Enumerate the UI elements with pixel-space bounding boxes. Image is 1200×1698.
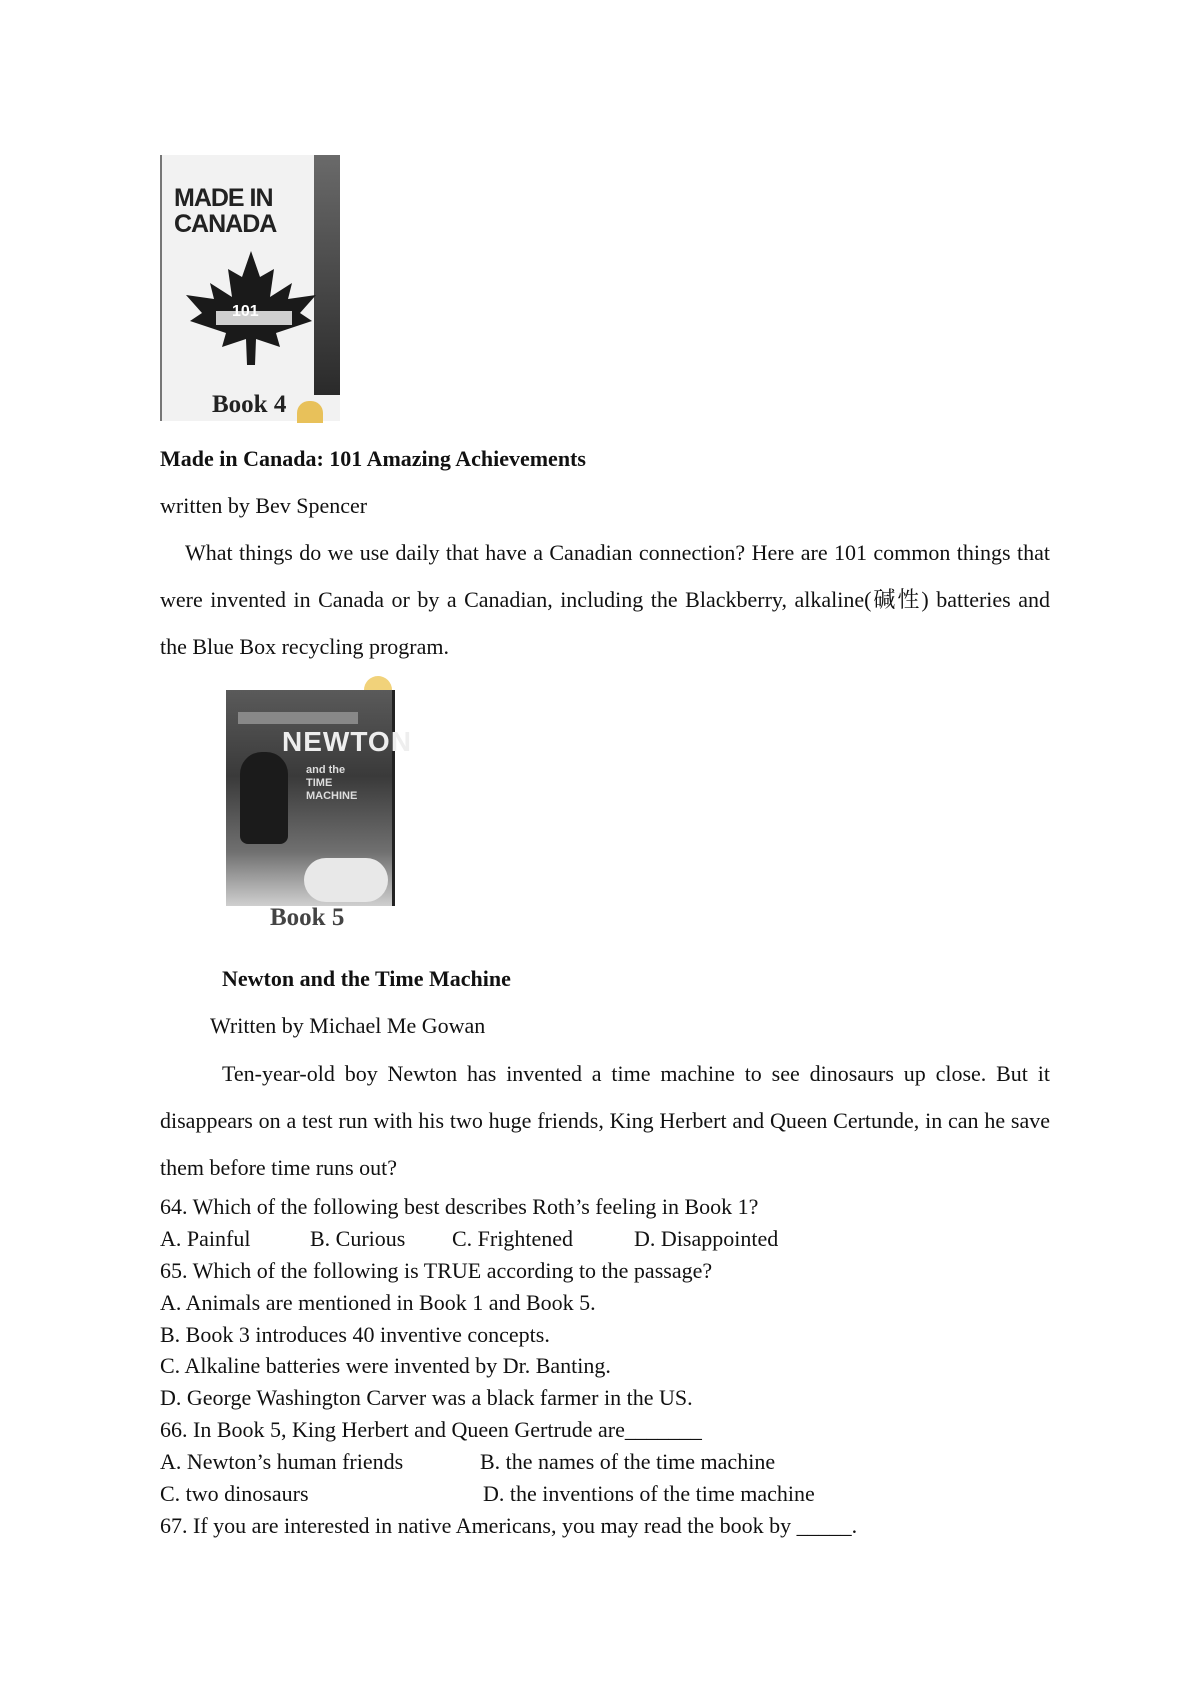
q64-option-d: D. Disappointed — [634, 1226, 779, 1251]
book4-cover-image — [160, 155, 340, 421]
question-65: 65. Which of the following is TRUE according to the passage? — [160, 1258, 713, 1283]
cover5-subtitle-line3: MACHINE — [306, 790, 358, 802]
book4-author: written by Bev Spencer — [160, 493, 368, 518]
cover5-title: NEWTON — [282, 726, 412, 757]
cover4-title — [174, 185, 276, 237]
q64-option-a: A. Painful — [160, 1226, 251, 1251]
cover5-subtitle — [306, 764, 357, 803]
cover5-cloud — [304, 858, 388, 902]
q66-option-d: D. the inventions of the time machine — [483, 1481, 815, 1506]
question-67: 67. If you are interested in native Americans, you may read the book by _____. — [160, 1513, 858, 1538]
cover4-number: 101 — [232, 303, 259, 320]
cover5-subtitle-line1: and the — [306, 764, 346, 776]
cover5-label: Book 5 — [270, 904, 345, 931]
book5-title: Newton and the Time Machine — [222, 966, 511, 991]
book5-description: Ten-year-old boy Newton has invented a time machine to see dinosaurs up close. But it disappears on a test run with his two huge friends, King Herbert and Queen Certunde, in can he save them before time runs out? — [160, 1061, 1050, 1180]
cover4-label: Book 4 — [212, 391, 287, 418]
book5-cover-image — [222, 676, 412, 938]
question-64: 64. Which of the following best describes Roth’s feeling in Book 1? — [160, 1194, 759, 1219]
book5-author: Written by Michael Me Gowan — [210, 1013, 486, 1038]
cover4-decoration — [297, 401, 323, 423]
q66-option-b: B. the names of the time machine — [480, 1449, 776, 1474]
cover4-title-line2: CANADA — [174, 210, 277, 238]
q64-option-b: B. Curious — [310, 1226, 406, 1251]
q66-option-c: C. two dinosaurs — [160, 1481, 309, 1506]
q65-option-c: C. Alkaline batteries were invented by Dr. Banting. — [160, 1353, 611, 1378]
book4-title: Made in Canada: 101 Amazing Achievements — [160, 446, 586, 471]
cover5-author-strip — [238, 712, 358, 724]
q64-option-c: C. Frightened — [452, 1226, 573, 1251]
cover4-title-line1: MADE IN — [174, 184, 273, 212]
q66-option-a: A. Newton’s human friends — [160, 1449, 404, 1474]
cover5-subtitle-line2: TIME — [306, 777, 333, 789]
question-66: 66. In Book 5, King Herbert and Queen Gertrude are_______ — [160, 1417, 702, 1442]
q65-option-b: B. Book 3 introduces 40 inventive concepts. — [160, 1322, 550, 1347]
book4-description: What things do we use daily that have a Canadian connection? Here are 101 common things that were invented in Canada or by a Canadian, including the Blackberry, alkaline(碱性) batteries and the Blue Box recycling program. — [160, 540, 1050, 659]
q65-option-d: D. George Washington Carver was a black farmer in the US. — [160, 1385, 693, 1410]
cover5-figure — [240, 752, 288, 844]
q65-option-a: A. Animals are mentioned in Book 1 and Book 5. — [160, 1290, 596, 1315]
